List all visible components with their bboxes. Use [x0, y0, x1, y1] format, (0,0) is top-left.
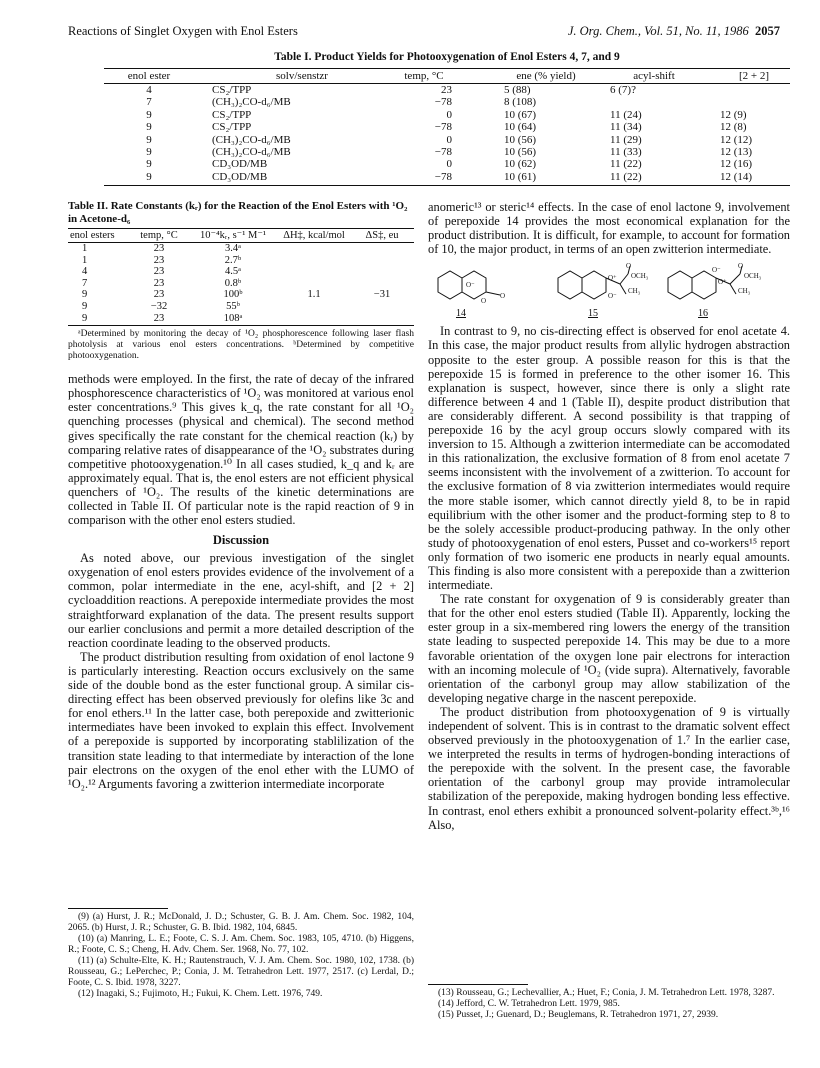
table-cell: 23 — [153, 254, 165, 266]
table-cell — [278, 266, 350, 278]
structure-15-o-plus: O⁺ — [608, 274, 617, 283]
table-cell: 6 (7)? — [610, 84, 636, 96]
body-paragraph: anomeric¹³ or steric¹⁴ effects. In the case of enol lactone 9, involvement of perepoxide 14 provides the most economical explanation for the product distribution. It is difficult, for example, to account for formation of 10, the major product, in terms of an open zwitterion intermediate. — [428, 200, 790, 257]
table-cell: 5 (88) — [504, 84, 531, 96]
table-cell: (CH₃)₂CO-d₆/MB — [212, 146, 291, 159]
table-cell: 7 — [82, 277, 88, 289]
table-cell: 4.5ᵃ — [225, 266, 241, 278]
body-paragraph: The product distribution from photooxygenation of 9 is virtually independent of solvent. This is in contrast to the dramatic solvent effect observed previously in the photooxygenation of 1.⁷ In the earlier case, we interpreted the results in terms of hydrogen-bonding interactions of the perepoxide with the solvent. In the present case, the favorable orientation of the carbonyl group may provide intramolecular stabilization of the perepoxide, making hydrogen bonding less effective. In contrast, enol ethers exhibit a pronounced solvent-polarity effect.³ᵇ,¹⁶ Also, — [428, 704, 790, 832]
structure-16-ch3: CH₃ — [738, 287, 751, 296]
table-cell: 9 — [82, 289, 88, 301]
reference-entry: (14) Jefford, C. W. Tetrahedron Lett. 1979, 985. — [438, 999, 620, 1009]
table-cell: 11 (33) — [610, 146, 642, 159]
table-2-grid — [68, 228, 414, 326]
table-cell: 4 — [82, 266, 88, 278]
body-paragraph: methods were employed. In the first, the rate of decay of the infrared phosphorescence characteristics of ¹O₂ was monitored at various enol ester concentrations.⁹ This gives k_q, the rate constant for all ¹O₂ quenching processes (physical and chemical). The second method gives specifically the rate constant for the chemical reaction (kᵣ) by comparing relative rates of disappearance of the ¹O₂ substrates during competitive photooxygenation.¹⁰ In all cases studied, k_q and kᵣ are approximately equal. That is, the enol esters are not efficient physical quenchers of ¹O₂. The results of the kinetic determinations are collected in Table II. Of particular note is the rapid reaction of 9 in comparison with the other enol esters studied. — [68, 372, 414, 528]
table-cell: 11 (22) — [610, 158, 642, 171]
body-paragraph: In contrast to 9, no cis-directing effect is observed for enol acetate 4. In this case, the major product results from allylic hydrogen abstraction opposite to the ester group. A possible reason for this is that the perepoxide 15 is formed in preference to the other isomer 16. This explanation is suspect, however, since there is only a slight rate difference between 4 and 1 (Table II), despite product distribution that are considerably different. A second possibility is that trapping of perepoxide 16 by the acyl group occurs slowly compared with its inversion to 15. Although a zwitterion intermediate can be accomodated in this rationalization, the exclusive formation of 8 from enol acetate 7 seems inconsistent with the involvement of a zwitterion. To account for the exclusive formation of 8 via zwitterion intermediates would require the more stable isomer, which cannot directly yield 8, to be in rapid equilibrium with the other isomer and the product-forming step to 8 to be the solely accessible product-producing pathway. In the only other study of photooxygenation of enol esters, Pusset and co-workers¹⁵ report only formation of two isomeric ene products in nearly equal amounts. This finding is also more consistent with a perepoxide than a zwitterion intermediate. — [428, 324, 790, 593]
table-cell: (CH₃)₂CO-d₆/MB — [212, 133, 291, 146]
table-cell: 12 (13) — [720, 146, 753, 159]
table-cell: 23 — [441, 84, 452, 96]
perepoxide-structures — [428, 262, 790, 320]
reference-entry: (9) (a) Hurst, J. R.; McDonald, J. D.; Schuster, G. B. J. Am. Chem. Soc. 1982, 104, 2065. (b) Hurst, J. R.; Schuster, G. B. Ibid. 1982, 104, 6845. — [68, 912, 414, 933]
table-row — [104, 121, 790, 133]
table-2-header-row — [68, 229, 414, 243]
footnote-rule — [428, 984, 528, 985]
table-row — [104, 96, 790, 108]
table-cell: 1 — [82, 254, 88, 266]
table-cell: 9 — [146, 108, 152, 121]
table-row — [104, 171, 790, 186]
structure-16-o-minus: O⁻ — [712, 266, 721, 275]
table-cell: −78 — [434, 121, 452, 134]
right-footnote-references — [428, 984, 790, 1021]
table-cell: 108ᵃ — [188, 313, 278, 326]
table-cell: 23 — [153, 277, 165, 289]
table-cell: 10 (64) — [504, 121, 537, 134]
table-cell: 11 (34) — [610, 121, 642, 134]
table-cell: −31 — [373, 289, 391, 301]
table-cell — [350, 243, 414, 255]
table-row — [104, 109, 790, 121]
reference-entry: (12) Inagaki, S.; Fujimoto, H.; Fukui, K. Chem. Lett. 1976, 749. — [78, 989, 323, 999]
table-cell: 11 (29) — [610, 133, 642, 146]
structure-15-och3: OCH₃ — [631, 272, 649, 281]
running-head — [68, 24, 780, 40]
reference-entry: (10) (a) Manring, L. E.; Foote, C. S. J. Am. Chem. Soc. 1983, 105, 4710. (b) Higgens, R.; Foote, C. S.; Cheng, H. Adv. Chem. Ser. 1968, No. 77, 102. — [68, 934, 414, 955]
table-2-header: ΔH‡, kcal/mol — [278, 229, 350, 243]
table-cell: 9 — [146, 158, 152, 171]
table-cell: 10 (61) — [478, 171, 590, 186]
table-cell: 23 — [153, 289, 165, 301]
right-column — [428, 200, 790, 832]
running-head-journal: J. Org. Chem., Vol. 51, No. 11, 1986 2057 — [567, 24, 780, 38]
reference-entry: (15) Pusset, J.; Guenard, D.; Beuglemans, R. Tetrahedron 1971, 27, 2939. — [438, 1010, 719, 1020]
reference-entry: (11) (a) Schulte-Elte, K. H.; Rautenstrauch, V. J. Am. Chem. Soc. 1980, 102, 1738. (b) Rousseau, G.; LePerchec, P.; Conia, J. M. Tetrahedron Lett. 1977, 2517. (c) Lerdal, D.; Foote, C. S. Ibid. 1978, 3227. — [68, 956, 414, 988]
table-cell: 10 (67) — [504, 108, 537, 121]
footnote-rule — [68, 908, 168, 909]
table-row — [104, 146, 790, 158]
table-cell: 0.8ᵇ — [224, 277, 242, 289]
table-cell — [350, 255, 414, 267]
table-1-header-row — [104, 69, 790, 84]
table-cell: −32 — [150, 300, 168, 312]
table-cell — [350, 278, 414, 290]
table-row — [104, 134, 790, 146]
table-cell — [350, 301, 414, 313]
table-cell: 12 (14) — [700, 171, 790, 186]
table-2-caption: Table II. Rate Constants (kᵣ) for the Reaction of the Enol Esters with ¹O₂ in Acetone-d₆ — [68, 200, 408, 225]
table-1 — [104, 50, 790, 186]
table-cell — [350, 313, 414, 326]
table-cell: (CH₃)₂CO-d₆/MB — [212, 96, 291, 109]
table-cell — [700, 96, 790, 108]
structure-16-o: O — [738, 262, 744, 271]
table-cell — [278, 243, 350, 255]
table-cell: 23 — [153, 243, 165, 254]
table-cell: CD₃OD/MB — [194, 171, 394, 186]
table-1-caption: Table I. Product Yields for Photooxygenation of Enol Esters 4, 7, and 9 — [274, 51, 620, 63]
table-cell: 0 — [446, 108, 452, 121]
table-cell: 4 — [146, 84, 152, 96]
table-cell: CD₃OD/MB — [212, 158, 268, 171]
table-cell: 55ᵇ — [226, 300, 240, 312]
table-1-grid — [104, 68, 790, 186]
table-row — [68, 255, 414, 267]
body-paragraph: The product distribution resulting from oxidation of enol lactone 9 is particularly interesting. Reaction occurs exclusively on the same side of the double bond as the ester functional group. A similar cis-directing effect has been observed previously for olefins like 3c and for enol ethers.¹¹ In the latter case, both perepoxide and zwitterionic intermediates have been invoked to explain this effect. Involvement of a perepoxide is supported by incorporating stablilization of the transition state leading to that intermediate by interaction of the lone pair electrons on the oxygen of the enol ether with the LUMO of ¹O₂.¹² Arguments favoring a zwitterion intermediate incorporate — [68, 649, 414, 791]
structure-16 — [668, 266, 742, 299]
table-cell: 9 — [104, 171, 194, 186]
table-row — [68, 266, 414, 278]
table-cell: 12 (9) — [720, 108, 747, 121]
table-cell: −78 — [434, 146, 452, 159]
left-column — [68, 200, 414, 791]
table-cell: 12 (12) — [720, 133, 753, 146]
table-cell: 9 — [82, 300, 88, 312]
table-cell: 12 (8) — [720, 121, 747, 134]
table-2-header: 10⁻⁴kᵣ, s⁻¹ M⁻¹ — [188, 229, 278, 243]
structure-15-ch3: CH₃ — [628, 287, 641, 296]
table-cell — [278, 301, 350, 313]
table-cell: 8 (108) — [504, 96, 537, 109]
table-cell: 0 — [446, 158, 452, 171]
table-row — [68, 278, 414, 290]
structure-15-o: O — [626, 262, 632, 271]
table-cell — [350, 266, 414, 278]
table-cell: 11 (22) — [590, 171, 700, 186]
table-row — [104, 84, 790, 97]
table-cell — [278, 255, 350, 267]
table-cell: CS₂/TPP — [212, 84, 252, 96]
structure-label-14: 14 — [456, 308, 466, 320]
table-cell: 9 — [146, 146, 152, 159]
table-cell: 12 (16) — [720, 158, 753, 171]
table-cell: 2.7ᵇ — [224, 254, 242, 266]
table-cell: 1 — [82, 243, 88, 254]
table-cell: 23 — [153, 266, 165, 278]
table-2-header: temp, °C — [130, 229, 188, 243]
table-cell — [278, 313, 350, 326]
table-cell: 10 (56) — [504, 133, 537, 146]
table-1-header: [2 + 2] — [700, 69, 790, 84]
table-2-footnote: ᵃDetermined by monitoring the decay of ¹O₂ phosphorescence following laser flash photolysis at various enol esters concentrations. ᵇDetermined by competitive photooxygenation. — [68, 329, 414, 362]
table-cell: 10 (56) — [504, 146, 537, 159]
table-cell: 23 — [130, 313, 188, 326]
body-paragraph: As noted above, our previous investigation of the singlet oxygenation of enol esters provides evidence of the involvement of a common, polar intermediate in the ene, acyl-shift, and [2 + 2] cycloaddition reactions. A perepoxide intermediate provides the most straightforward explanation of the data. The present results support our earlier conclusions and permit a more detailed description of the reaction coordinate leading to the observed products. — [68, 551, 414, 650]
table-cell: 7 — [146, 96, 152, 109]
table-cell: CS₂/TPP — [212, 121, 252, 134]
table-1-header: ene (% yield) — [478, 69, 590, 84]
table-cell: 9 — [146, 121, 152, 134]
table-1-header: temp, °C — [394, 69, 478, 84]
table-row — [68, 243, 414, 255]
structure-14-o: O — [481, 297, 487, 306]
table-cell — [590, 96, 700, 108]
table-cell: 9 — [146, 133, 152, 146]
table-cell: 11 (24) — [610, 108, 642, 121]
table-cell: 100ᵇ — [223, 289, 243, 301]
structure-label-15: 15 — [588, 308, 598, 320]
table-cell: −78 — [394, 171, 478, 186]
table-2-header: ΔS‡, eu — [350, 229, 414, 243]
table-1-header: enol ester — [104, 69, 194, 84]
table-cell: 0 — [446, 133, 452, 146]
running-head-title: Reactions of Singlet Oxygen with Enol Esters — [68, 24, 298, 38]
table-row — [104, 158, 790, 170]
structure-15 — [558, 266, 630, 299]
table-1-header: solv/senstzr — [194, 69, 394, 84]
table-cell: 9 — [68, 313, 130, 326]
table-row — [68, 289, 414, 301]
structure-14-o-minus: O⁻ — [466, 281, 475, 290]
structure-15-o-minus: O⁻ — [608, 292, 617, 301]
table-cell: CS₂/TPP — [212, 108, 252, 121]
table-cell: −78 — [434, 96, 452, 109]
body-paragraph: The rate constant for oxygenation of 9 is considerably greater than that for the other enol esters studied (Table II). Apparently, locking the ester group in a six-membered ring lowers the energy of the transition state leading to suspected perepoxide 14. This may be due to a more favorable orientation of the oxygen lone pair electrons for interaction with an incoming molecule of ¹O₂ (vide supra). Alternatively, favorable orientation of the carbonyl group may allow stabilization of the developing negative charge in the nascent perepoxide. — [428, 592, 790, 705]
table-cell: 1.1 — [307, 289, 321, 301]
page-number: 2057 — [755, 24, 780, 38]
left-footnote-references — [68, 908, 414, 1000]
section-heading-discussion: Discussion — [212, 533, 270, 548]
table-cell: 3.4ᵃ — [225, 243, 241, 254]
structure-16-o-plus: O⁺ — [718, 278, 727, 287]
table-2-header: enol esters — [68, 229, 130, 243]
table-1-header: acyl-shift — [590, 69, 700, 84]
table-row — [68, 301, 414, 313]
table-cell — [700, 84, 790, 97]
reference-entry: (13) Rousseau, G.; Lechevallier, A.; Huet, F.; Conia, J. M. Tetrahedron Lett. 1978, 3287. — [438, 988, 775, 998]
structure-14-carbonyl-o: O — [500, 292, 506, 301]
structure-16-och3: OCH₃ — [744, 272, 762, 281]
structure-label-16: 16 — [698, 308, 708, 320]
table-row — [68, 313, 414, 326]
table-cell — [278, 278, 350, 290]
table-cell: 10 (62) — [504, 158, 537, 171]
structure-diagram — [428, 262, 790, 320]
